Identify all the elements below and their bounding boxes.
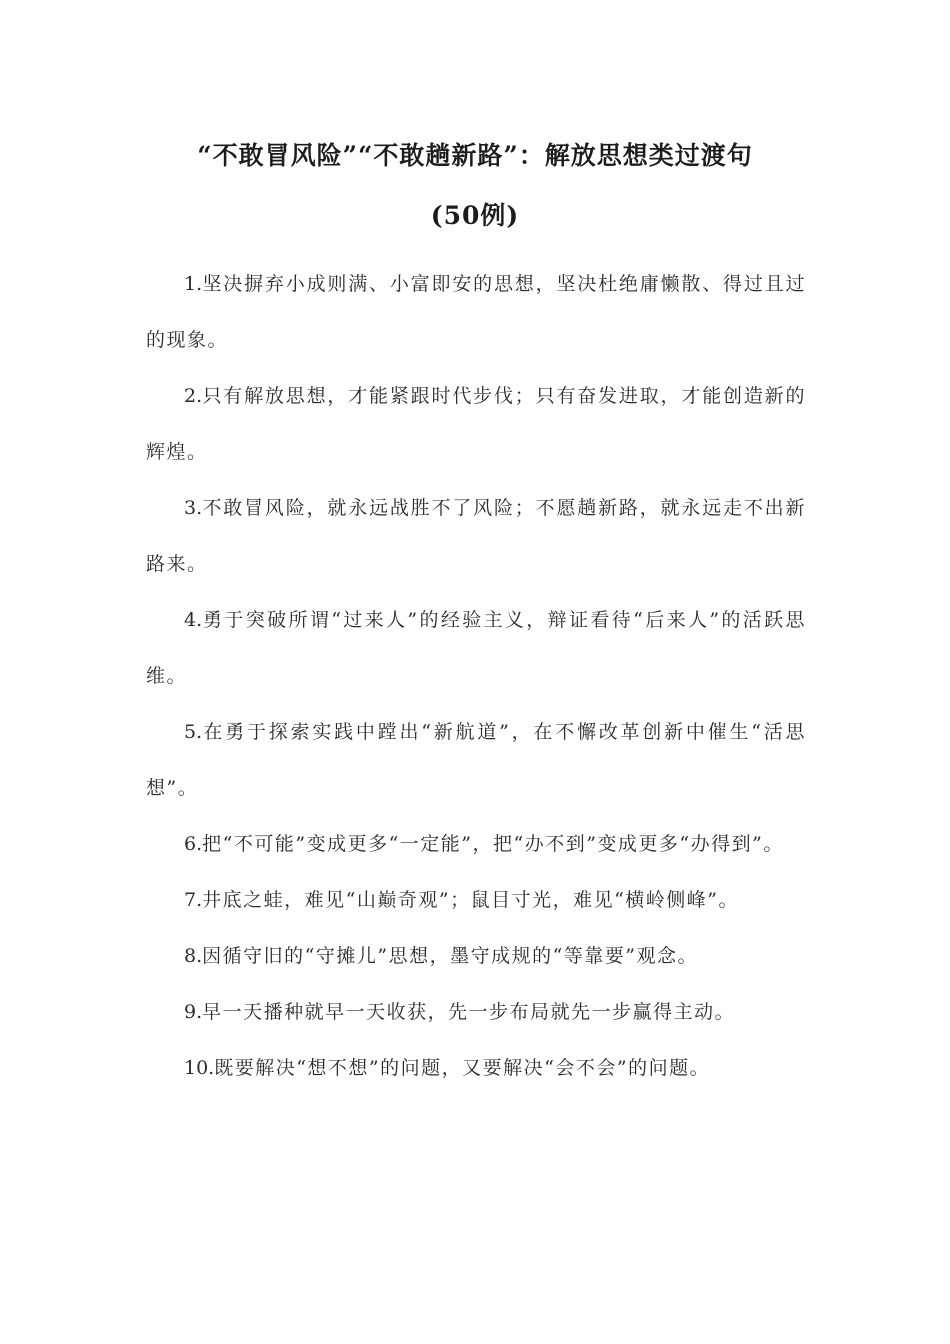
list-item-5 bbox=[146, 704, 806, 816]
list-item-1 bbox=[146, 256, 806, 368]
item-number: 1. bbox=[184, 273, 203, 295]
item-number: 4. bbox=[184, 609, 203, 631]
item-text: 只有解放思想，才能紧跟时代步伐；只有奋发进取，才能创造新的辉煌。 bbox=[146, 385, 806, 463]
item-number: 10. bbox=[184, 1057, 215, 1079]
item-number: 8. bbox=[184, 945, 203, 967]
list-item-7 bbox=[146, 872, 806, 928]
item-text: 坚决摒弃小成则满、小富即安的思想，坚决杜绝庸懒散、得过且过的现象。 bbox=[146, 273, 806, 351]
item-text: 不敢冒风险，就永远战胜不了风险；不愿趟新路，就永远走不出新路来。 bbox=[146, 497, 806, 575]
list-item-3 bbox=[146, 480, 806, 592]
list-item-9 bbox=[146, 984, 806, 1040]
list-item-2 bbox=[146, 368, 806, 480]
item-number: 3. bbox=[184, 497, 203, 519]
item-text: 既要解决“想不想”的问题，又要解决“会不会”的问题。 bbox=[214, 1057, 711, 1079]
item-number: 2. bbox=[184, 385, 203, 407]
document-title: “不敢冒风险”“不敢趟新路”：解放思想类过渡句 bbox=[197, 141, 753, 170]
item-number: 6. bbox=[184, 833, 203, 855]
item-text: 勇于突破所谓“过来人”的经验主义，辩证看待“后来人”的活跃思维。 bbox=[146, 609, 806, 687]
item-number: 9. bbox=[184, 1001, 203, 1023]
item-text: 早一天播种就早一天收获，先一步布局就先一步赢得主动。 bbox=[202, 1001, 736, 1023]
document-subtitle: (50例) bbox=[430, 201, 520, 230]
list-item-4 bbox=[146, 592, 806, 704]
item-text: 把“不可能”变成更多“一定能”，把“办不到”变成更多“办得到”。 bbox=[202, 833, 784, 855]
list-item-8 bbox=[146, 928, 806, 984]
item-number: 5. bbox=[184, 721, 203, 743]
item-number: 7. bbox=[184, 889, 203, 911]
list-item-6 bbox=[146, 816, 806, 872]
item-text: 在勇于探索实践中蹚出“新航道”，在不懈改革创新中催生“活思想”。 bbox=[146, 721, 806, 799]
item-text: 因循守旧的“守摊儿”思想，墨守成规的“等靠要”观念。 bbox=[202, 945, 698, 967]
item-list bbox=[146, 256, 806, 1096]
item-text: 井底之蛙，难见“山巅奇观”；鼠目寸光，难见“横岭侧峰”。 bbox=[202, 889, 739, 911]
list-item-10 bbox=[146, 1040, 806, 1096]
